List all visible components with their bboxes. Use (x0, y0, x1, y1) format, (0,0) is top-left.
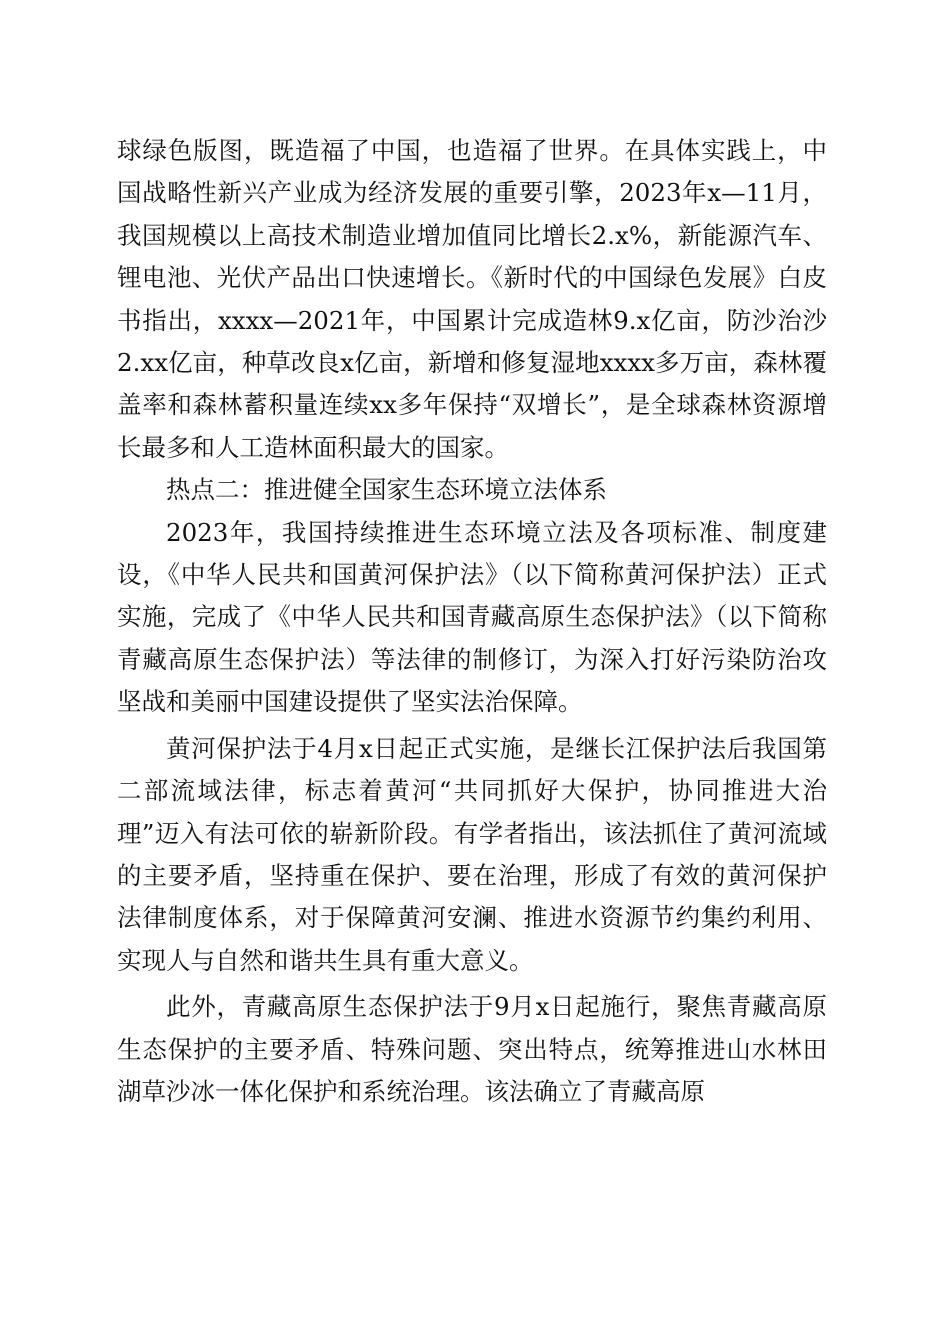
paragraph-continuation: 球绿色版图，既造福了中国，也造福了世界。在具体实践上，中国战略性新兴产业成为经济发展的重要引擎，2023年x—11月，我国规模以上高技术制造业增加值同比增长2.x%，新能源汽车、锂电池、光伏产品出口快速增长。《新时代的中国绿色发展》白皮书指出，xxxx—2021年，中国累计完成造林9.x亿亩，防沙治沙2.xx亿亩，种草改良x亿亩，新增和修复湿地xxxx多万亩，森林覆盖率和森林蓄积量连续xx多年保持“双增长”，是全球森林资源增长最多和人工造林面积最大的国家。 (117, 136, 827, 462)
section-heading: 热点二：推进健全国家生态环境立法体系 (166, 475, 607, 505)
paragraph-yellow-river-law: 黄河保护法于4月x日起正式实施，是继长江保护法后我国第二部流域法律，标志着黄河“共同抓好大保护，协同推进大治理”迈入有法可依的崭新阶段。有学者指出，该法抓住了黄河流域的主要矛盾，坚持重在保护、要在治理，形成了有效的黄河保护法律制度体系，对于保障黄河安澜、推进水资源节约集约利用、实现人与自然和谐共生具有重大意义。 (117, 733, 827, 975)
paragraph-2023: 2023年，我国持续推进生态环境立法及各项标准、制度建设，《中华人民共和国黄河保护法》（以下简称黄河保护法）正式实施，完成了《中华人民共和国青藏高原生态保护法》（以下简称青藏高原生态保护法）等法律的制修订，为深入打好污染防治攻坚战和美丽中国建设提供了坚实法治保障。 (117, 517, 827, 717)
document-body (117, 130, 827, 1113)
paragraph-qinghai-tibet-law: 此外，青藏高原生态保护法于9月x日起施行，聚焦青藏高原生态保护的主要矛盾、特殊问题、突出特点，统筹推进山水林田湖草沙冰一体化保护和系统治理。该法确立了青藏高原 (117, 992, 827, 1106)
